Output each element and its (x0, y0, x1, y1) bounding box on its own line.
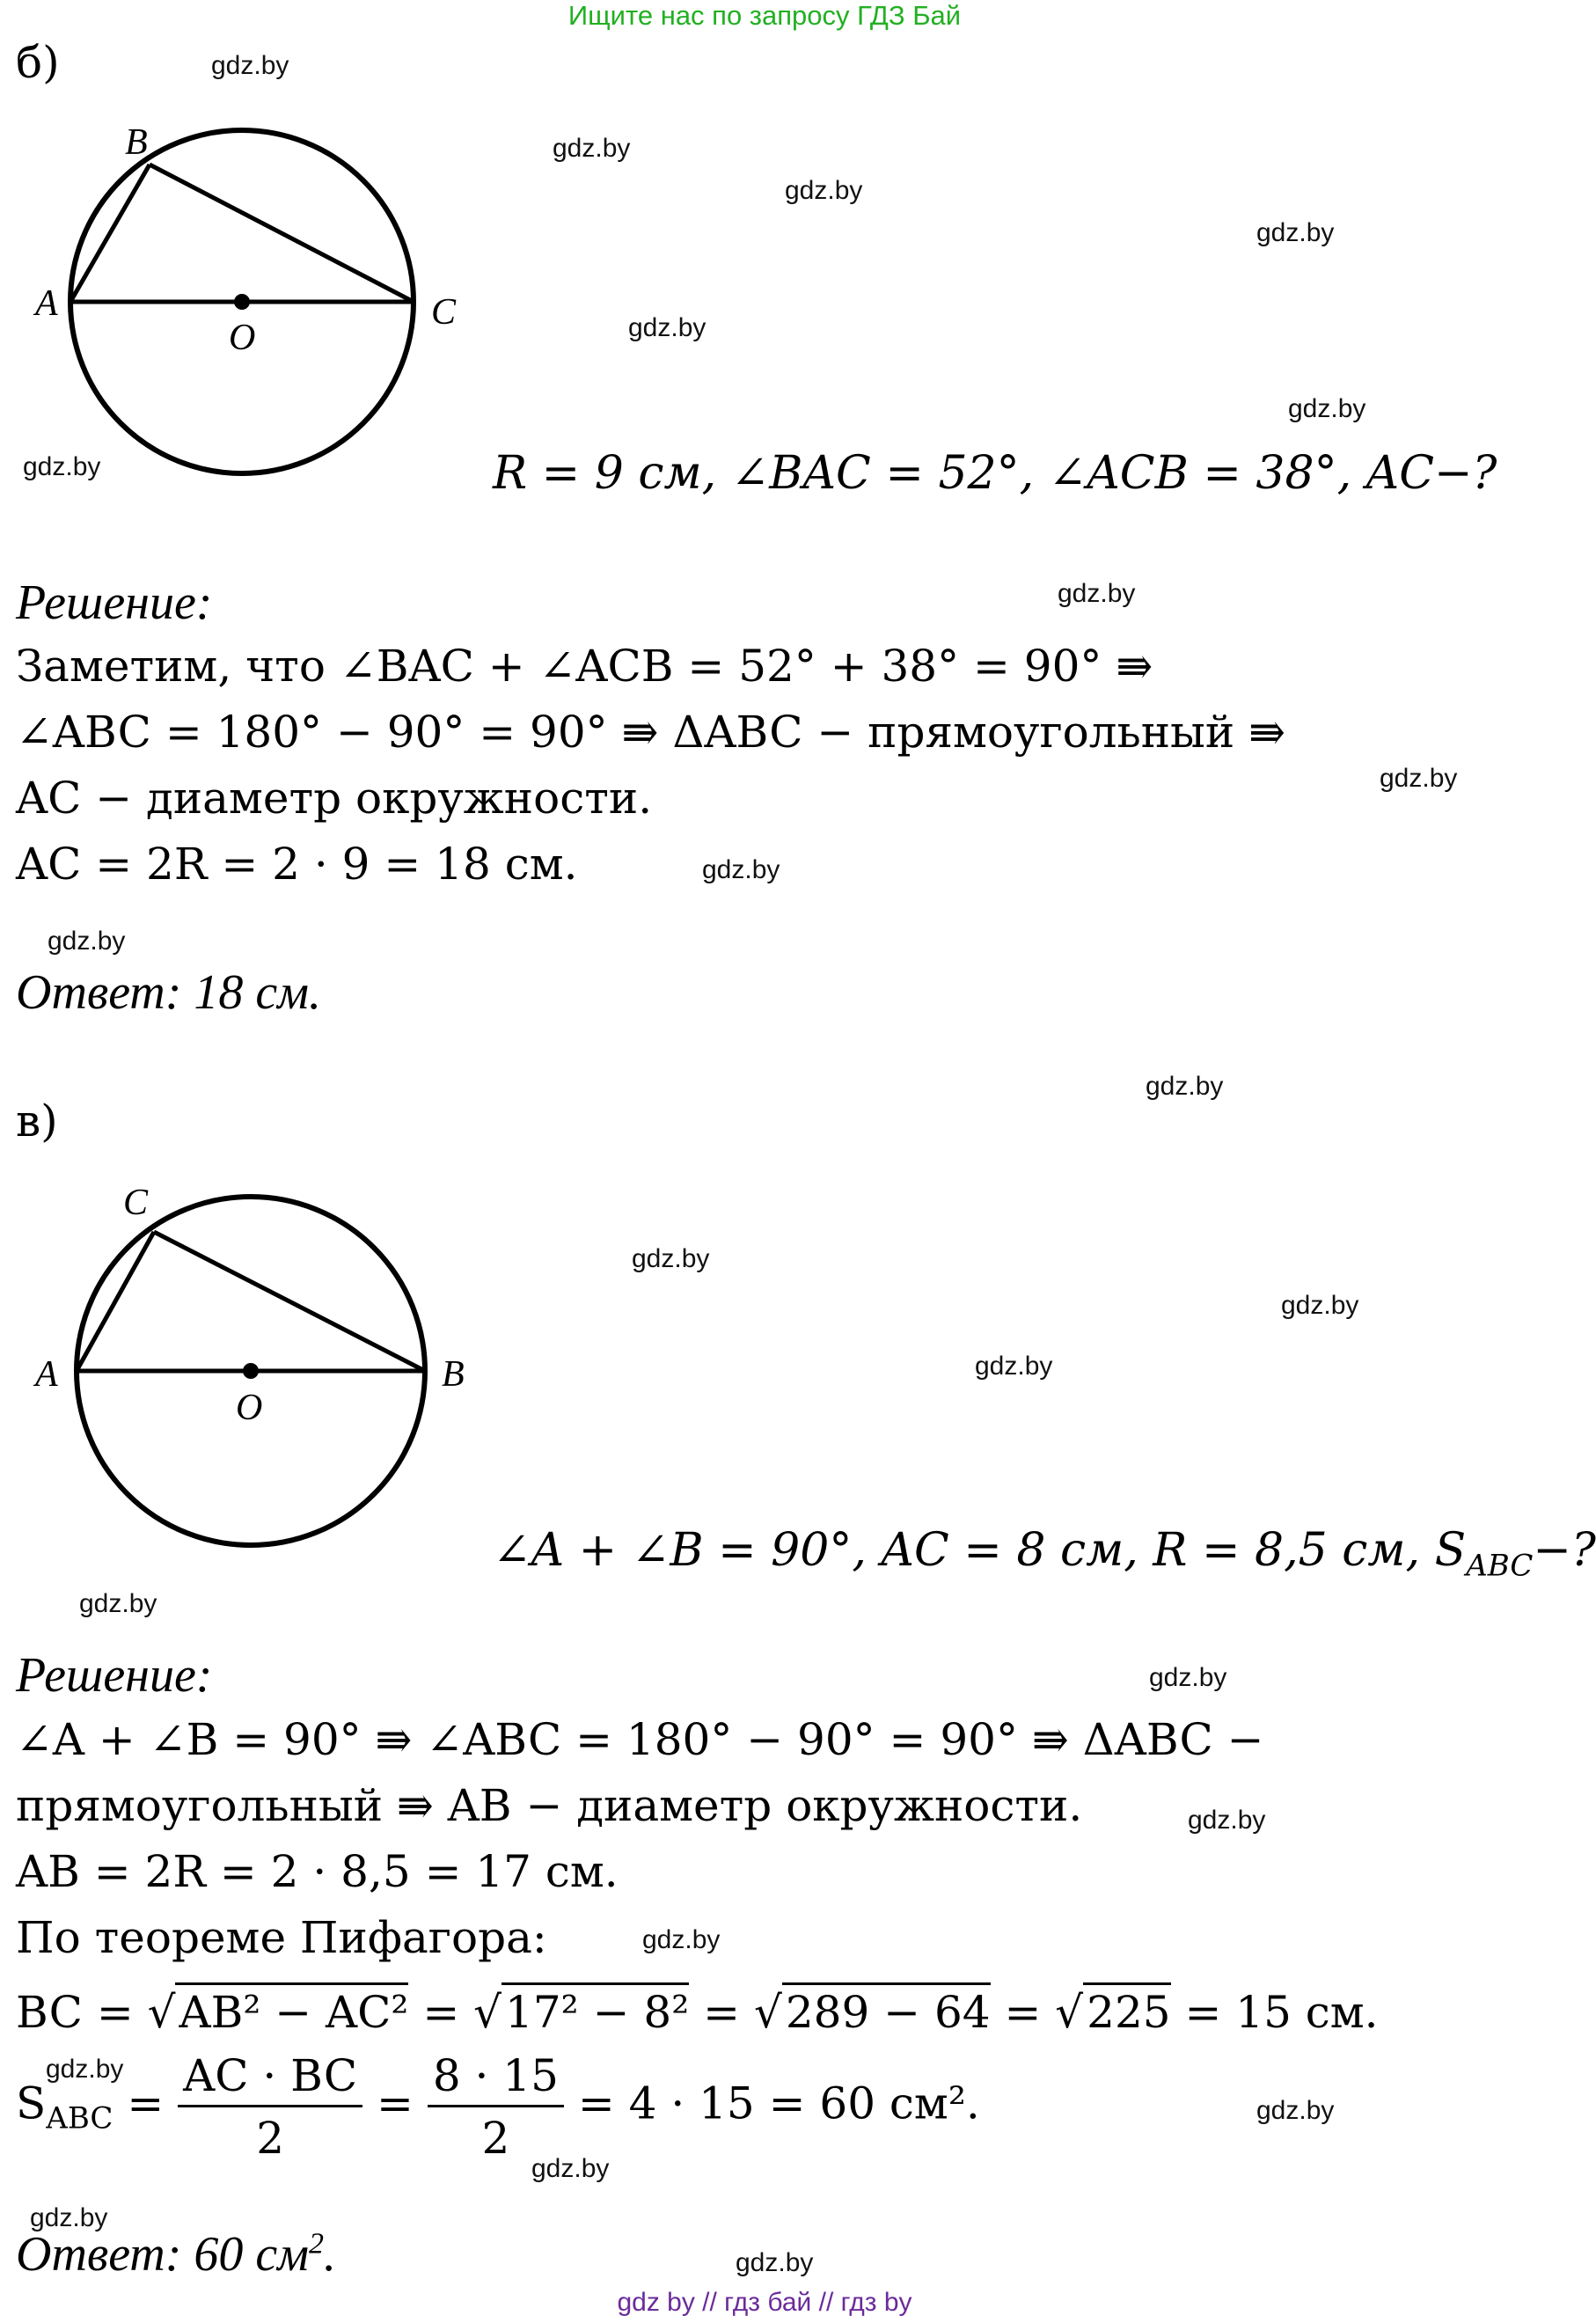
given-sub: ABC (1466, 1548, 1534, 1584)
fraction-2-denominator: 2 (481, 2113, 510, 2164)
answer-sup: 2 (309, 2227, 324, 2261)
sqrt-3-radicand: 289 − 64 (782, 1982, 991, 2038)
watermark: gdz.by (46, 2055, 124, 2084)
watermark: gdz.by (1288, 394, 1366, 423)
area-eq-1: = (113, 2078, 179, 2129)
fraction-2 (428, 2050, 564, 2164)
watermark: gdz.by (628, 313, 706, 342)
watermark: gdz.by (1256, 218, 1335, 247)
footer-links[interactable]: gdz by // гдз бай // гдз by (617, 2288, 912, 2317)
part-b-given: R = 9 см, ∠BAC = 52°, ∠ACB = 38°, AC−? (493, 447, 1497, 500)
area-eq-2: = (362, 2078, 428, 2129)
label-c: C (431, 292, 457, 333)
center-point (243, 1363, 259, 1379)
search-banner[interactable]: Ищите нас по запросу ГДЗ Бай (567, 0, 962, 31)
label-o: O (236, 1388, 263, 1428)
part-v-line-2: прямоугольный ⇛ AB − диаметр окружности. (16, 1780, 1083, 1831)
label-a: A (35, 1354, 58, 1395)
sqrt-2: √17² − 8² (473, 1982, 689, 2038)
watermark: gdz.by (975, 1352, 1053, 1381)
part-b-line-3: AC − диаметр окружности. (16, 773, 653, 824)
label-b: B (442, 1354, 465, 1395)
bc-eq-3: = (990, 1987, 1056, 2038)
answer-text: Ответ: 60 см (16, 2227, 309, 2282)
label-o: O (229, 318, 256, 358)
part-v-solution-heading: Решение: (16, 1648, 213, 1703)
watermark: gdz.by (1281, 1291, 1359, 1320)
sqrt-1: √AB² − AC² (148, 1982, 409, 2038)
part-b-solution-heading: Решение: (16, 575, 213, 630)
label-b: B (125, 122, 148, 163)
watermark: gdz.by (1146, 1072, 1224, 1101)
watermark: gdz.by (48, 927, 126, 956)
given-text: ∠A + ∠B = 90°, AC = 8 см, R = 8,5 см, S (493, 1524, 1467, 1577)
part-b-line-1: Заметим, что ∠BAC + ∠ACB = 52° + 38° = 90° ⇛ (16, 641, 1153, 692)
answer-end: . (324, 2227, 336, 2282)
sqrt-3: √289 − 64 (754, 1982, 991, 2038)
fraction-1 (178, 2050, 362, 2164)
label-a: A (35, 283, 58, 324)
part-v-line-1: ∠A + ∠B = 90° ⇛ ∠ABC = 180° − 90° = 90° ⇛ ΔABC − (16, 1714, 1264, 1765)
watermark: gdz.by (1188, 1806, 1266, 1835)
part-v-line-4: По теореме Пифагора: (16, 1912, 547, 1963)
watermark: gdz.by (30, 2203, 108, 2232)
part-v-given (493, 1524, 1596, 1583)
watermark: gdz.by (1256, 2096, 1335, 2125)
watermark: gdz.by (1058, 579, 1136, 608)
sqrt-4-radicand: 225 (1083, 1982, 1170, 2038)
area-lhs: S (16, 2078, 47, 2129)
watermark: gdz.by (211, 51, 289, 80)
area-result: = 4 · 15 = 60 см². (563, 2078, 980, 2129)
part-v-label: в) (16, 1096, 58, 1147)
watermark: gdz.by (1149, 1663, 1227, 1692)
bc-eq-2: = (689, 1987, 754, 2038)
watermark: gdz.by (632, 1244, 710, 1273)
part-b-label: б) (16, 37, 60, 88)
part-v-area-formula (16, 2050, 980, 2164)
watermark: gdz.by (531, 2154, 610, 2183)
part-v-answer (16, 2226, 336, 2283)
label-c: C (123, 1183, 149, 1223)
watermark: gdz.by (553, 134, 631, 163)
part-v-bc-formula (16, 1987, 1379, 2038)
watermark: gdz.by (642, 1925, 721, 1954)
watermark: gdz.by (23, 452, 101, 481)
bc-result: = 15 см. (1170, 1987, 1379, 2038)
part-b-line-2: ∠ABC = 180° − 90° = 90° ⇛ ΔABC − прямоугольный ⇛ (16, 707, 1285, 758)
bc-lhs: BC = (16, 1987, 148, 2038)
fraction-1-numerator: AC · BC (178, 2050, 362, 2107)
center-point (234, 294, 250, 310)
part-v-line-3: AB = 2R = 2 · 8,5 = 17 см. (16, 1846, 619, 1897)
part-b-answer: Ответ: 18 см. (16, 965, 321, 1020)
area-lhs-sub: ABC (46, 2100, 113, 2136)
part-v-figure (35, 1175, 493, 1562)
chord-cb (154, 1232, 425, 1371)
watermark: gdz.by (1380, 764, 1458, 793)
bc-eq-1: = (408, 1987, 474, 2038)
sqrt-2-radicand: 17² − 8² (501, 1982, 689, 2038)
watermark: gdz.by (702, 855, 780, 884)
fraction-2-numerator: 8 · 15 (428, 2050, 564, 2107)
sqrt-4: √225 (1055, 1982, 1170, 2038)
chord-bc (150, 165, 414, 302)
given-end: −? (1533, 1524, 1596, 1577)
part-b-line-4: AC = 2R = 2 · 9 = 18 см. (16, 839, 578, 890)
fraction-1-denominator: 2 (256, 2113, 285, 2164)
watermark: gdz.by (785, 176, 863, 205)
part-b-figure (35, 114, 484, 484)
watermark: gdz.by (79, 1589, 157, 1618)
watermark: gdz.by (736, 2248, 814, 2277)
sqrt-1-radicand: AB² − AC² (175, 1982, 408, 2038)
